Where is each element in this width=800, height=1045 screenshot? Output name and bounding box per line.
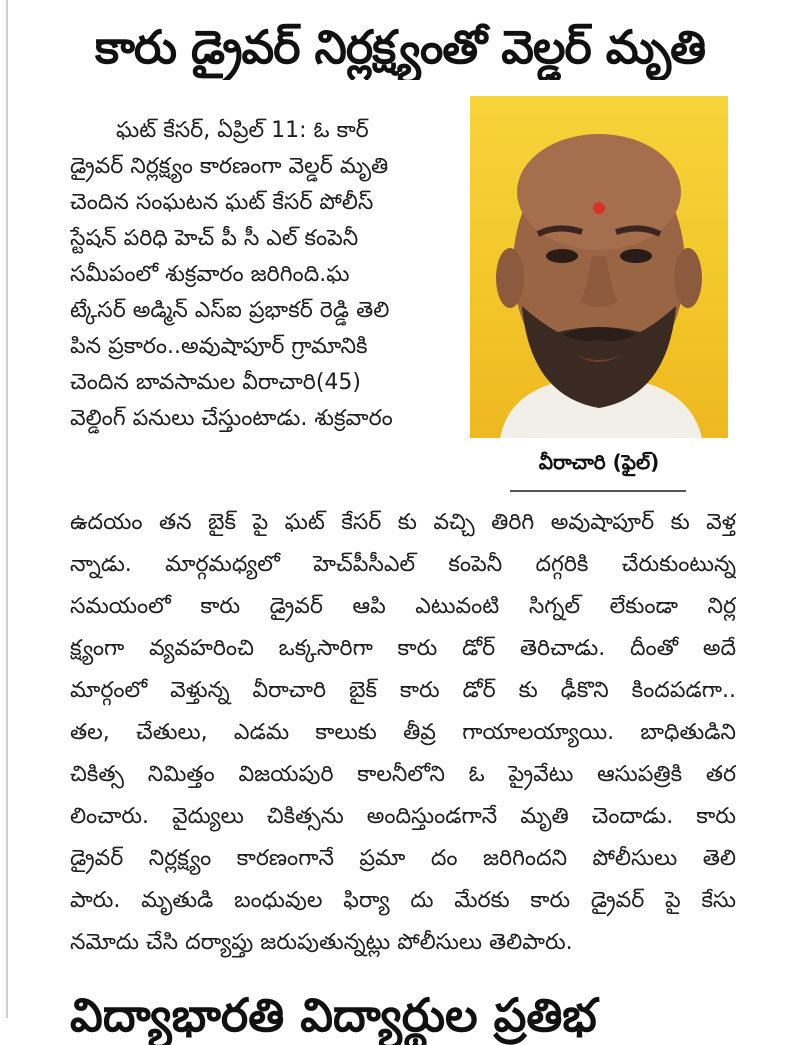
body-line-2: డ్రైవర్ నిర్లక్ష్యం కారణంగా వెల్డర్ మృతి — [70, 154, 389, 179]
body-line-12: సమయంలో కారు డ్రైవర్ ఆపి ఎటువంటి సిగ్నల్ లేకుండా నిర్ల — [70, 594, 736, 619]
body-line-13: క్ష్యంగా వ్యవహరించి ఒక్కసారిగా కారు డోర్ తెరిచాడు. దీంతో అదే — [70, 636, 736, 661]
body-line-10: ఉదయం తన బైక్ పై ఘట్ కేసర్ కు వచ్చి తిరిగి అవుషాపూర్ కు వెళ్త — [70, 510, 736, 535]
body-line-19: పారు. మృతుడి బంధువుల ఫిర్యా దు మేరకు కారు డ్రైవర్ పై కేసు — [70, 888, 736, 913]
body-line-18: డ్రైవర్ నిర్లక్ష్యం కారణంగానే ప్రమా దం జరిగిందని పోలీసులు తెలి — [70, 846, 736, 871]
caption-divider — [510, 490, 686, 492]
body-line-15: తల, చేతులు, ఎడమ కాలుకు తీవ్ర గాయాలయ్యాయి. బాధితుడిని — [70, 720, 736, 745]
body-line-16: చికిత్స నిమిత్తం విజయపురి కాలనీలోని ఓ ప్రైవేటు ఆసుపత్రికి తర — [70, 762, 736, 787]
body-line-7: పిన ప్రకారం..అవుషాపూర్ గ్రామానికి — [70, 334, 368, 359]
page-border — [6, 0, 8, 1018]
body-line-3: చెందిన సంఘటన ఘట్ కేసర్ పోలీస్ — [70, 190, 374, 215]
body-line-11: న్నాడు. మార్గమధ్యలో హెచ్‌పీసీఎల్ కంపెనీ దగ్గరికి చేరుకుంటున్న — [70, 552, 736, 577]
portrait-photo — [470, 96, 728, 438]
photo-caption: వీరాచారి (ఫైల్) — [538, 450, 660, 474]
headline: కారు డ్రైవర్ నిర్లక్ష్యంతో వెల్డర్ మృతి — [94, 20, 706, 74]
body-line-8: చెందిన బావసామల వీరాచారి(45) — [70, 370, 361, 395]
next-article-headline: విద్యాభారతి విద్యార్థుల ప్రతిభ — [70, 988, 597, 1042]
body-line-4: స్టేషన్ పరిధి హెచ్ పీ సీ ఎల్ కంపెనీ — [70, 226, 359, 251]
body-line-5: సమీపంలో శుక్రవారం జరిగింది.ఘ — [70, 262, 350, 287]
body-line-20: నమోదు చేసి దర్యాప్తు జరుపుతున్నట్లు పోలీసులు తెలిపారు. — [70, 930, 573, 955]
body-line-1: ఘట్ కేసర్, ఏప్రిల్ 11: ఓ కార్ — [116, 118, 369, 143]
body-line-6: ట్కేసర్ అడ్మిన్ ఎస్ఐ ప్రభాకర్ రెడ్డి తెలి — [70, 298, 390, 323]
body-line-14: మార్గంలో వెళ్తున్న వీరాచారి బైక్ కారు డోర్ కు ఢీకొని కిందపడగా.. — [70, 678, 736, 703]
man-portrait-icon — [470, 96, 728, 438]
body-line-17: లించారు. వైద్యులు చికిత్సను అందిస్తుండగానే మృతి చెందాడు. కారు — [70, 804, 736, 829]
body-line-9: వెల్డింగ్ పనులు చేస్తుంటాడు. శుక్రవారం — [70, 406, 393, 431]
